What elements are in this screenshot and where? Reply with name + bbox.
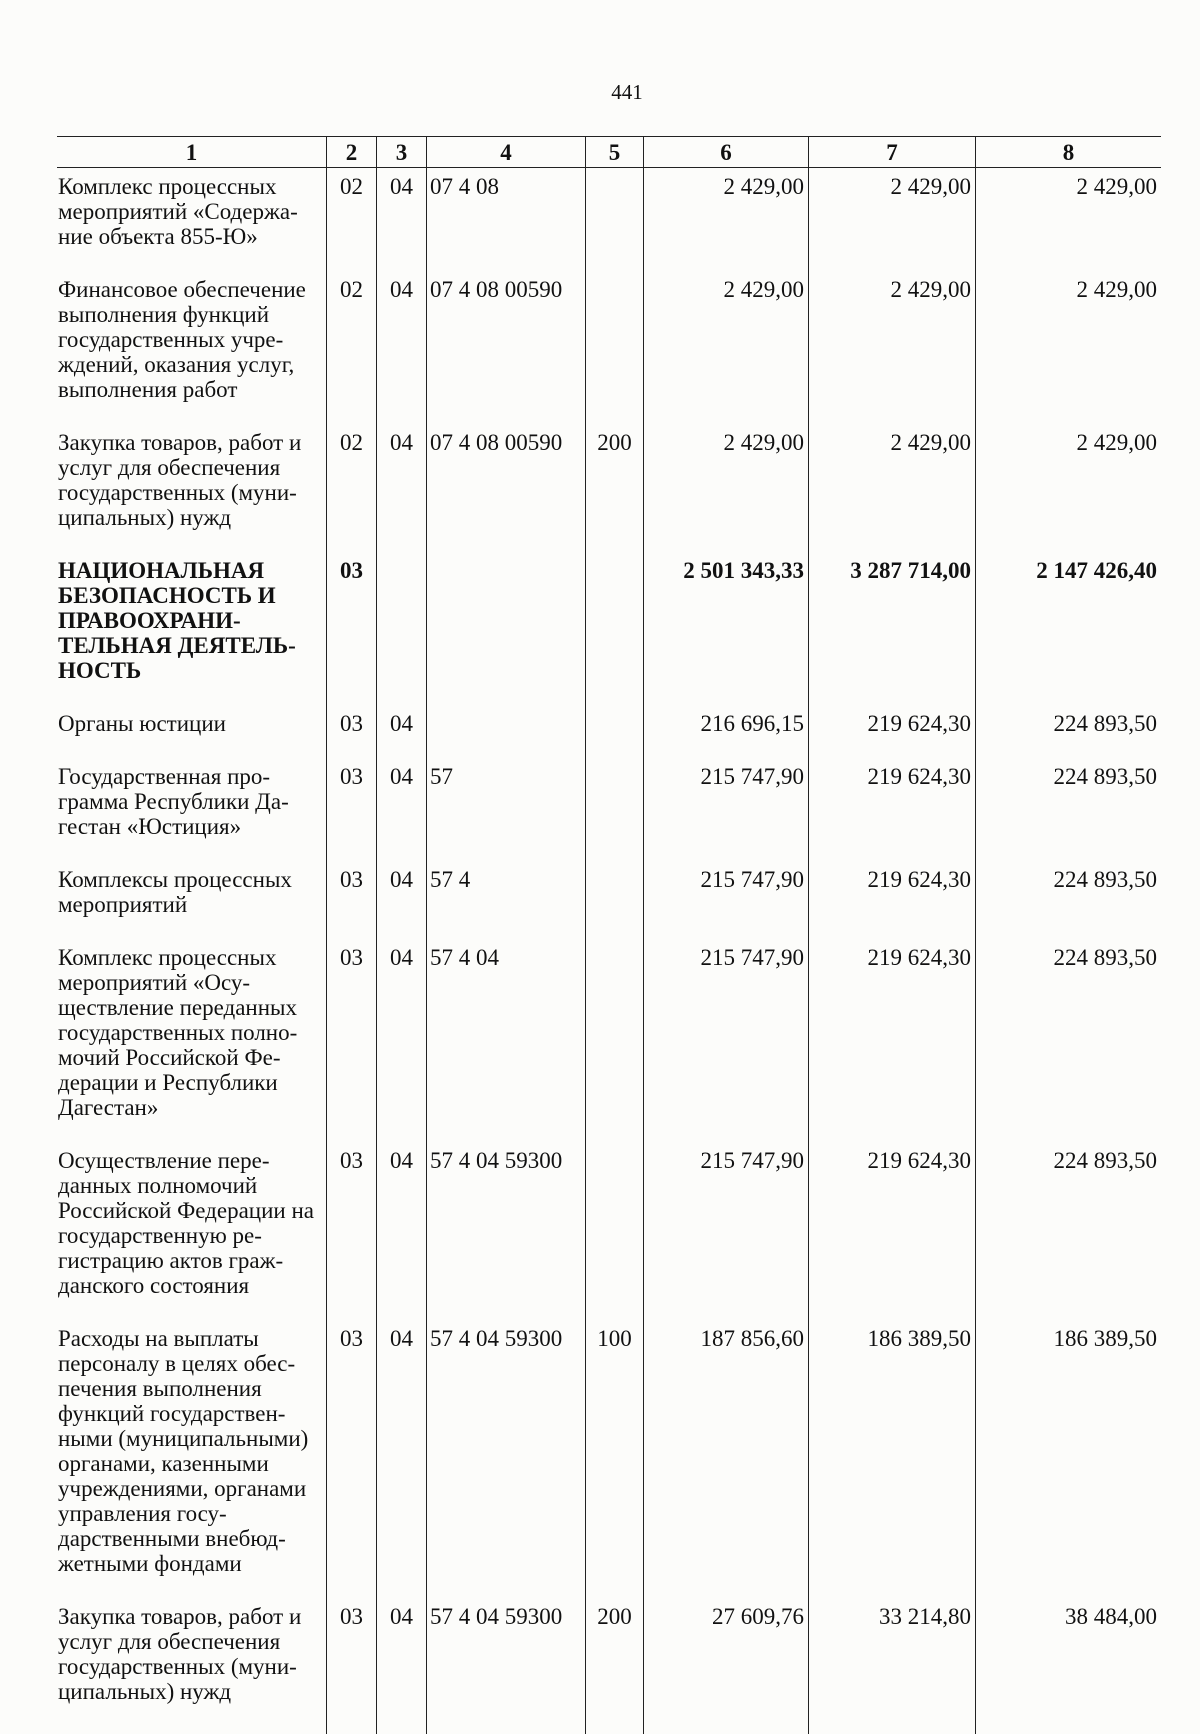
row-name-cell: Осуществление переданных полномочий Российской Федерации на государственную регистрацию актов гражданского состояния — [57, 1142, 327, 1320]
subsection-code-cell: 04 — [377, 1598, 427, 1734]
amount-cell-col8: 2 429,00 — [976, 424, 1162, 552]
header-cell: 2 — [327, 137, 377, 168]
amount-cell-col7: 219 624,30 — [809, 705, 976, 758]
target-article-cell: 57 4 04 — [427, 939, 586, 1142]
amount-cell-col7: 2 429,00 — [809, 424, 976, 552]
section-code-cell: 02 — [327, 424, 377, 552]
amount-cell-col7: 219 624,30 — [809, 758, 976, 861]
section-code-cell: 03 — [327, 1320, 377, 1598]
amount-cell-col7: 2 429,00 — [809, 271, 976, 424]
subsection-code-cell: 04 — [377, 939, 427, 1142]
amount-cell-col6: 215 747,90 — [644, 939, 809, 1142]
row-name-cell: НАЦИОНАЛЬНАЯ БЕЗОПАСНОСТЬ И ПРАВООХРАНИТЕЛЬНАЯ ДЕЯТЕЛЬНОСТЬ — [57, 552, 327, 705]
subsection-code-cell: 04 — [377, 1142, 427, 1320]
section-code-cell: 03 — [327, 1598, 377, 1734]
target-article-cell: 07 4 08 00590 — [427, 271, 586, 424]
amount-cell-col7: 186 389,50 — [809, 1320, 976, 1598]
expense-type-cell — [586, 1142, 644, 1320]
subsection-code-cell: 04 — [377, 705, 427, 758]
amount-cell-col8: 224 893,50 — [976, 758, 1162, 861]
target-article-cell: 57 4 04 59300 — [427, 1598, 586, 1734]
header-cell: 5 — [586, 137, 644, 168]
amount-cell-col7: 219 624,30 — [809, 861, 976, 939]
header-cell: 4 — [427, 137, 586, 168]
amount-cell-col8: 186 389,50 — [976, 1320, 1162, 1598]
target-article-cell: 07 4 08 00590 — [427, 424, 586, 552]
amount-cell-col6: 2 429,00 — [644, 424, 809, 552]
amount-cell-col6: 216 696,15 — [644, 705, 809, 758]
target-article-cell: 57 — [427, 758, 586, 861]
target-article-cell: 57 4 04 59300 — [427, 1142, 586, 1320]
expense-type-cell: 100 — [586, 1320, 644, 1598]
budget-table — [57, 136, 1161, 1734]
section-code-cell: 02 — [327, 168, 377, 272]
target-article-cell — [427, 552, 586, 705]
table-row — [57, 1142, 1161, 1320]
amount-cell-col8: 2 429,00 — [976, 271, 1162, 424]
section-code-cell: 03 — [327, 1142, 377, 1320]
page-number: 441 — [0, 80, 1200, 105]
row-name-cell: Расходы на выплаты персоналу в целях обеспечения выполнения функций государственными (муниципальными) органами, казенными учреждениями, органами управления государственными внебюджетными фондами — [57, 1320, 327, 1598]
expense-type-cell — [586, 552, 644, 705]
table-row — [57, 939, 1161, 1142]
expense-type-cell: 200 — [586, 1598, 644, 1734]
expense-type-cell: 200 — [586, 424, 644, 552]
subsection-code-cell: 04 — [377, 758, 427, 861]
amount-cell-col7: 33 214,80 — [809, 1598, 976, 1734]
subsection-code-cell: 04 — [377, 168, 427, 272]
amount-cell-col8: 224 893,50 — [976, 1142, 1162, 1320]
table-body — [57, 168, 1161, 1734]
table-row — [57, 861, 1161, 939]
row-name-cell: Закупка товаров, работ и услуг для обеспечения государственных (муниципальных) нужд — [57, 424, 327, 552]
row-name-cell: Комплекс процессных мероприятий «Осуществление переданных государственных полномочий Российской Федерации и Республики Дагестан» — [57, 939, 327, 1142]
amount-cell-col7: 219 624,30 — [809, 939, 976, 1142]
target-article-cell: 07 4 08 — [427, 168, 586, 272]
amount-cell-col6: 2 501 343,33 — [644, 552, 809, 705]
subsection-code-cell: 04 — [377, 424, 427, 552]
table-header-row — [57, 137, 1161, 168]
table-row — [57, 1320, 1161, 1598]
amount-cell-col8: 224 893,50 — [976, 705, 1162, 758]
header-cell: 1 — [57, 137, 327, 168]
subsection-code-cell: 04 — [377, 861, 427, 939]
expense-type-cell — [586, 758, 644, 861]
table-row — [57, 271, 1161, 424]
header-cell: 3 — [377, 137, 427, 168]
section-code-cell: 03 — [327, 861, 377, 939]
expense-type-cell — [586, 939, 644, 1142]
amount-cell-col6: 2 429,00 — [644, 271, 809, 424]
header-cell: 7 — [809, 137, 976, 168]
amount-cell-col8: 224 893,50 — [976, 861, 1162, 939]
table-row — [57, 758, 1161, 861]
expense-type-cell — [586, 271, 644, 424]
header-cell: 6 — [644, 137, 809, 168]
table-row — [57, 705, 1161, 758]
table-row — [57, 424, 1161, 552]
target-article-cell: 57 4 — [427, 861, 586, 939]
table-row — [57, 552, 1161, 705]
section-code-cell: 03 — [327, 552, 377, 705]
header-cell: 8 — [976, 137, 1162, 168]
section-code-cell: 02 — [327, 271, 377, 424]
amount-cell-col6: 215 747,90 — [644, 1142, 809, 1320]
amount-cell-col6: 187 856,60 — [644, 1320, 809, 1598]
row-name-cell: Финансовое обеспечение выполнения функций государственных учреждений, оказания услуг, выполнения работ — [57, 271, 327, 424]
subsection-code-cell: 04 — [377, 271, 427, 424]
section-code-cell: 03 — [327, 939, 377, 1142]
amount-cell-col8: 224 893,50 — [976, 939, 1162, 1142]
amount-cell-col7: 219 624,30 — [809, 1142, 976, 1320]
target-article-cell: 57 4 04 59300 — [427, 1320, 586, 1598]
row-name-cell: Государственная программа Республики Дагестан «Юстиция» — [57, 758, 327, 861]
amount-cell-col6: 27 609,76 — [644, 1598, 809, 1734]
amount-cell-col6: 2 429,00 — [644, 168, 809, 272]
amount-cell-col7: 2 429,00 — [809, 168, 976, 272]
row-name-cell: Закупка товаров, работ и услуг для обеспечения государственных (муниципальных) нужд — [57, 1598, 327, 1734]
row-name-cell: Комплекс процессных мероприятий «Содержание объекта 855-Ю» — [57, 168, 327, 272]
target-article-cell — [427, 705, 586, 758]
expense-type-cell — [586, 168, 644, 272]
amount-cell-col8: 2 147 426,40 — [976, 552, 1162, 705]
section-code-cell: 03 — [327, 705, 377, 758]
row-name-cell: Комплексы процессных мероприятий — [57, 861, 327, 939]
amount-cell-col7: 3 287 714,00 — [809, 552, 976, 705]
expense-type-cell — [586, 705, 644, 758]
subsection-code-cell — [377, 552, 427, 705]
table-row — [57, 168, 1161, 272]
amount-cell-col6: 215 747,90 — [644, 758, 809, 861]
row-name-cell: Органы юстиции — [57, 705, 327, 758]
expense-type-cell — [586, 861, 644, 939]
amount-cell-col8: 2 429,00 — [976, 168, 1162, 272]
subsection-code-cell: 04 — [377, 1320, 427, 1598]
table-row — [57, 1598, 1161, 1734]
amount-cell-col8: 38 484,00 — [976, 1598, 1162, 1734]
section-code-cell: 03 — [327, 758, 377, 861]
amount-cell-col6: 215 747,90 — [644, 861, 809, 939]
